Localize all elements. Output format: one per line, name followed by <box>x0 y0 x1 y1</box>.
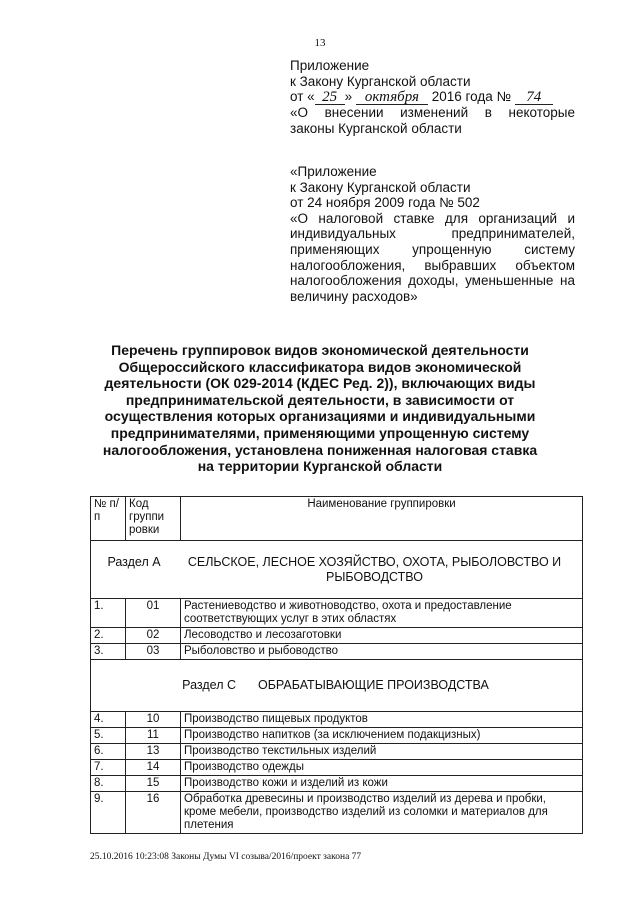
row-number: 4. <box>91 711 126 727</box>
date-prefix: от « <box>290 89 315 105</box>
title-line: деятельности (ОК 029-2014 (КДЕС Ред. 2)), включающих виды <box>104 375 536 392</box>
header-number: № п/п <box>91 497 126 541</box>
table-row <box>91 711 583 727</box>
date-suffix: 2016 года № <box>431 89 511 105</box>
quoted-appendix-subject: «О налоговой ставке для организаций и индивидуальных предпринимателей, применяющих упрощенную систему налогообложения, выбравших объектом налогообложения доходы, уменьшенные на величину расходов» <box>290 210 575 304</box>
table-row <box>91 727 583 743</box>
row-name: Рыболовство и рыбоводство <box>181 644 583 660</box>
row-number: 7. <box>91 759 126 775</box>
quoted-appendix-title: «Приложение <box>290 164 377 179</box>
handwritten-day: 25 <box>315 90 345 105</box>
title-line: предпринимателями, применяющими упрощенную систему <box>110 424 530 441</box>
quoted-appendix-law-ref: к Закону Курганской области <box>290 179 471 195</box>
date-mid: » <box>344 89 353 105</box>
appendix-subject-line2: законы Курганской области <box>290 120 462 136</box>
footer-path: 25.10.2016 10:23:08 Законы Думы VI созыва/2016/проект закона 77 <box>90 852 362 862</box>
table-row <box>91 644 583 660</box>
appendix-title: Приложение <box>290 58 370 73</box>
row-code: 14 <box>126 759 181 775</box>
table-row <box>91 791 583 833</box>
title-line: на территории Курганской области <box>197 458 443 475</box>
groupings-table <box>90 496 583 834</box>
page-number: 13 <box>314 37 326 49</box>
handwritten-law-number: 74 <box>515 90 553 105</box>
section-a-label: Раздел А <box>107 555 161 569</box>
row-name: Производство пищевых продуктов <box>181 711 583 727</box>
appendix-header <box>290 58 575 136</box>
row-code: 16 <box>126 791 181 833</box>
row-number: 5. <box>91 727 126 743</box>
row-code: 11 <box>126 727 181 743</box>
header-code: Код группи ровки <box>126 497 181 541</box>
table-row <box>91 743 583 759</box>
table-row <box>91 759 583 775</box>
handwritten-month: октября <box>356 90 428 105</box>
row-number: 9. <box>91 791 126 833</box>
row-code: 02 <box>126 628 181 644</box>
appendix-date-line <box>290 89 575 105</box>
row-code: 10 <box>126 711 181 727</box>
appendix-law-ref: к Закону Курганской области <box>290 73 471 89</box>
row-code: 15 <box>126 775 181 791</box>
section-a-name: СЕЛЬСКОЕ, ЛЕСНОЕ ХОЗЯЙСТВО, ОХОТА, РЫБОЛОВСТВО И РЫБОВОДСТВО <box>187 555 562 584</box>
row-number: 8. <box>91 775 126 791</box>
quoted-appendix <box>290 164 575 304</box>
appendix-subject-line1: «О внесении изменений в некоторые <box>290 105 575 121</box>
section-c-label: Раздел С <box>182 678 236 692</box>
title-line: осуществления которых организациями и индивидуальными <box>104 408 536 425</box>
row-code: 03 <box>126 644 181 660</box>
title-line: налогообложения, установлена пониженная налоговая ставка <box>102 441 538 458</box>
table-row <box>91 599 583 628</box>
title-line: предпринимательской деятельности, в зависимости от <box>125 391 515 408</box>
header-name: Наименование группировки <box>181 497 583 541</box>
section-row-a <box>91 541 583 599</box>
row-name: Производство напитков (за исключением подакцизных) <box>181 727 583 743</box>
row-name: Растениеводство и животноводство, охота и предоставление соответствующих услуг в этих областях <box>181 599 583 628</box>
quoted-appendix-date: от 24 ноября 2009 года № 502 <box>290 195 480 211</box>
document-title <box>60 342 580 475</box>
table-header-row <box>91 497 583 541</box>
title-line: Перечень группировок видов экономической деятельности <box>111 342 529 358</box>
section-row-c <box>91 660 583 712</box>
row-name: Производство одежды <box>181 759 583 775</box>
table-row <box>91 775 583 791</box>
row-name: Обработка древесины и производство изделий из дерева и пробки, кроме мебели, производство изделий из соломки и материалов для плетения <box>181 791 583 833</box>
row-number: 1. <box>91 599 126 628</box>
title-line: Общероссийского классификатора видов экономической <box>118 358 522 375</box>
table-row <box>91 628 583 644</box>
row-code: 13 <box>126 743 181 759</box>
row-number: 3. <box>91 644 126 660</box>
section-c-name: ОБРАБАТЫВАЮЩИЕ ПРОИЗВОДСТВА <box>258 678 489 692</box>
row-name: Производство кожи и изделий из кожи <box>181 775 583 791</box>
row-number: 2. <box>91 628 126 644</box>
row-name: Лесоводство и лесозаготовки <box>181 628 583 644</box>
row-number: 6. <box>91 743 126 759</box>
row-code: 01 <box>126 599 181 628</box>
row-name: Производство текстильных изделий <box>181 743 583 759</box>
